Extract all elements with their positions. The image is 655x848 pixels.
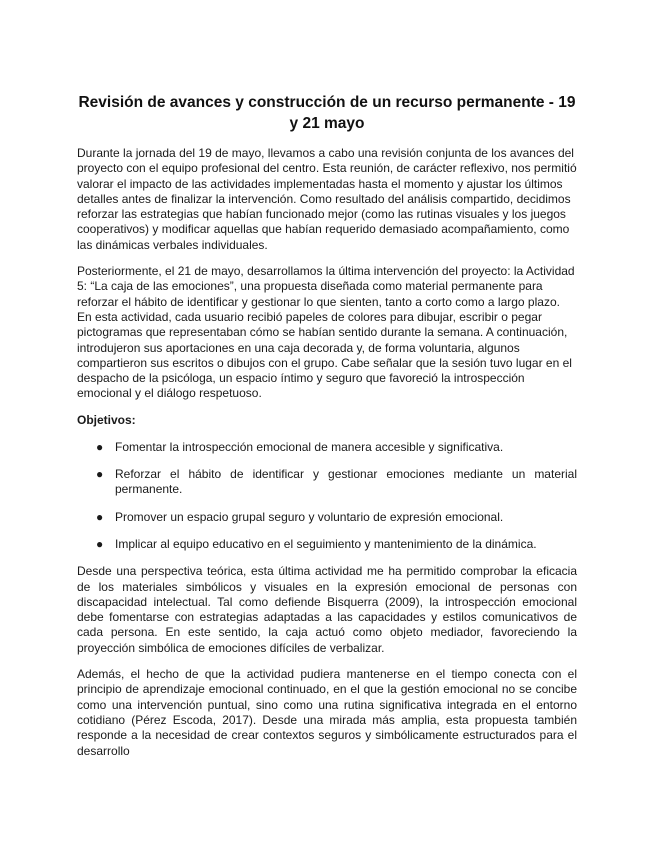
objective-text: Promover un espacio grupal seguro y voluntario de expresión emocional. — [115, 509, 504, 524]
bullet-icon: ● — [96, 536, 104, 551]
bullet-icon: ● — [96, 509, 104, 524]
objective-text: Reforzar el hábito de identificar y gestionar emociones mediante un material permanente. — [115, 467, 577, 497]
bullet-icon: ● — [96, 439, 104, 454]
objectives-heading: Objetivos: — [77, 412, 136, 427]
objectives-list — [77, 440, 577, 552]
list-item — [77, 537, 577, 552]
objective-text: Implicar al equipo educativo en el seguimiento y mantenimiento de la dinámica. — [115, 536, 537, 551]
document-title: Revisión de avances y construcción de un recurso permanente - 19 y 21 mayo — [78, 94, 576, 132]
objective-text: Fomentar la introspección emocional de manera accesible y significativa. — [115, 439, 504, 454]
list-item — [77, 440, 577, 455]
paragraph-activity: Posteriormente, el 21 de mayo, desarrollamos la última intervención del proyecto: la Actividad 5: “La caja de las emociones”, una propuesta diseñada como material permanente para reforzar el hábito de identificar y gestionar lo que sienten, tanto a corto como a largo plazo. En esta actividad, cada usuario recibió papeles de colores para dibujar, escribir o pegar pictogramas que representaban cómo se habían sentido durante la semana. A continuación, introdujeron sus aportaciones en una caja decorada y, de forma voluntaria, algunos compartieron sus escritos o dibujos con el grupo. Cabe señalar que la sesión tuvo lugar en el despacho de la psicóloga, un espacio íntimo y seguro que favoreció la introspección emocional y el diálogo respetuoso. — [77, 264, 575, 401]
list-item — [77, 510, 577, 525]
paragraph-continuity: Además, el hecho de que la actividad pudiera mantenerse en el tiempo conecta con el principio de aprendizaje emocional continuado, en el que la gestión emocional no se concibe como una intervención puntual, sino como una rutina significativa integrada en el entorno cotidiano (Pérez Escoda, 2017). Desde una mirada más amplia, esta propuesta también responde a la necesidad de crear contextos seguros y simbólicamente estructurados para el desarrollo — [77, 667, 577, 758]
bullet-icon: ● — [96, 467, 104, 482]
paragraph-theory: Desde una perspectiva teórica, esta última actividad me ha permitido comprobar la eficacia de los materiales simbólicos y visuales en la expresión emocional de personas con discapacidad intelectual. Tal como defiende Bisquerra (2009), la introspección emocional debe fomentarse con estrategias adaptadas a las capacidades y estilos comunicativos de cada persona. En este sentido, la caja actuó como objeto mediador, favoreciendo la proyección simbólica de emociones difíciles de verbalizar. — [77, 564, 577, 655]
document-page — [77, 92, 577, 770]
list-item — [77, 467, 577, 498]
paragraph-review: Durante la jornada del 19 de mayo, llevamos a cabo una revisión conjunta de los avances del proyecto con el equipo profesional del centro. Esta reunión, de carácter reflexivo, nos permitió valorar el impacto de las actividades implementadas hasta el momento y ajustar los últimos detalles antes de finalizar la intervención. Como resultado del análisis compartido, decidimos reforzar las estrategias que habían funcionado mejor (como las rutinas visuales y los juegos cooperativos) y modificar aquellas que habían requerido demasiado acompañamiento, como las dinámicas verbales individuales. — [77, 146, 577, 252]
